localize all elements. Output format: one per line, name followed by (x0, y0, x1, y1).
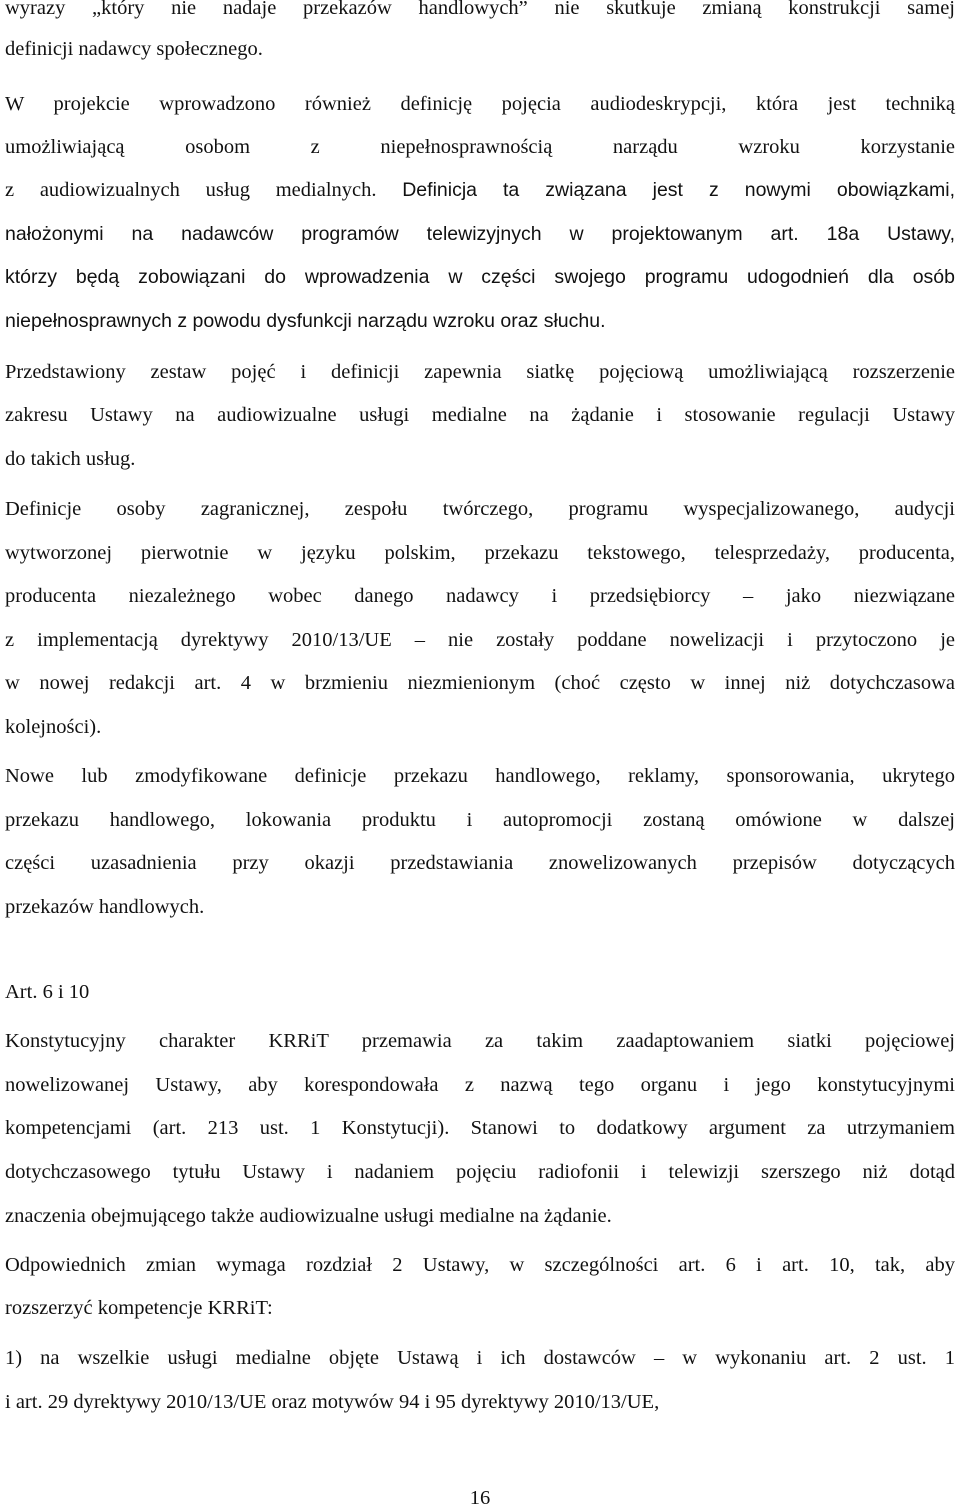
text-line: rozszerzyć kompetencje KRRiT: (5, 1297, 273, 1319)
text-line: kolejności). (5, 716, 102, 738)
page-number: 16 (469, 1487, 491, 1509)
text-line: nowelizowanej Ustawy, aby korespondowała z nazwą tego organu i jego konstytucyjnymi (5, 1074, 955, 1096)
text-line: w nowej redakcji art. 4 w brzmieniu niezmienionym (choć często w innej niż dotychczasowa (5, 672, 955, 694)
text-line: Odpowiednich zmian wymaga rozdział 2 Ustawy, w szczególności art. 6 i art. 10, tak, aby (5, 1254, 955, 1276)
text-line: Nowe lub zmodyfikowane definicje przekazu handlowego, reklamy, sponsorowania, ukrytego (5, 765, 955, 787)
text-line: 1) na wszelkie usługi medialne objęte Ustawą i ich dostawców – w wykonaniu art. 2 ust. 1 (5, 1347, 955, 1369)
text-line: niepełnosprawnych z powodu dysfunkcji narządu wzroku oraz słuchu. (5, 310, 606, 332)
text-line (5, 176, 955, 204)
text-line: przekazów handlowych. (5, 896, 205, 918)
text-run-serif: z audiowizualnych usług medialnych. (5, 179, 403, 201)
text-line: umożliwiającą osobom z niepełnosprawnością narządu wzroku korzystanie (5, 136, 955, 158)
text-line: części uzasadnienia przy okazji przedstawiania znowelizowanych przepisów dotyczących (5, 852, 955, 874)
text-line: do takich usług. (5, 448, 136, 470)
text-line: nałożonymi na nadawców programów telewizyjnych w projektowanym art. 18a Ustawy, (5, 223, 955, 245)
text-line: Art. 6 i 10 (5, 981, 90, 1003)
text-line: Przedstawiony zestaw pojęć i definicji zapewnia siatkę pojęciową umożliwiającą rozszerzenie (5, 361, 955, 383)
text-line: definicji nadawcy społecznego. (5, 38, 263, 60)
text-line: W projekcie wprowadzono również definicję pojęcia audiodeskrypcji, która jest techniką (5, 93, 955, 115)
text-line: kompetencjami (art. 213 ust. 1 Konstytucji). Stanowi to dodatkowy argument za utrzymaniem (5, 1117, 955, 1139)
text-line: z implementacją dyrektywy 2010/13/UE – nie zostały poddane nowelizacji i przytoczono je (5, 629, 955, 651)
text-line: dotychczasowego tytułu Ustawy i nadaniem pojęciu radiofonii i telewizji szerszego niż dotąd (5, 1161, 955, 1183)
text-line: znaczenia obejmującego także audiowizualne usługi medialne na żądanie. (5, 1205, 612, 1227)
text-line: zakresu Ustawy na audiowizualne usługi medialne na żądanie i stosowanie regulacji Ustawy (5, 404, 955, 426)
text-line: wytworzonej pierwotnie w języku polskim, przekazu tekstowego, telesprzedaży, producenta, (5, 542, 955, 564)
text-line: wyrazy „który nie nadaje przekazów handlowych” nie skutkuje zmianą konstrukcji samej (5, 0, 955, 19)
text-line: którzy będą zobowiązani do wprowadzenia w części swojego programu udogodnień dla osób (5, 266, 955, 288)
text-line: Konstytucyjny charakter KRRiT przemawia za takim zaadaptowaniem siatki pojęciowej (5, 1030, 955, 1052)
text-line: Definicje osoby zagranicznej, zespołu twórczego, programu wyspecjalizowanego, audycji (5, 498, 955, 520)
text-line: przekazu handlowego, lokowania produktu i autopromocji zostaną omówione w dalszej (5, 809, 955, 831)
text-run-sans: Definicja ta związana jest z nowymi obowiązkami, (402, 179, 955, 201)
text-line: i art. 29 dyrektywy 2010/13/UE oraz motywów 94 i 95 dyrektywy 2010/13/UE, (5, 1391, 660, 1413)
text-line: producenta niezależnego wobec danego nadawcy i przedsiębiorcy – jako niezwiązane (5, 585, 955, 607)
